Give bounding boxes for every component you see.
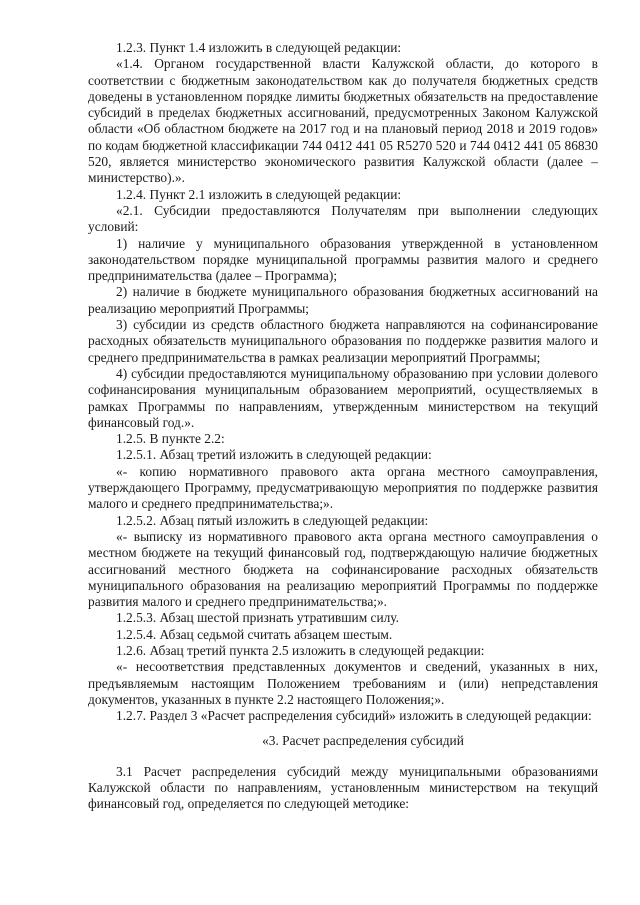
paragraph-1-2-6: 1.2.6. Абзац третий пункта 2.5 изложить в следующей редакции:	[116, 642, 485, 658]
document-page	[88, 40, 598, 813]
paragraph-1-2-6-text: «- несоответствия представленных документов и сведений, указанных в них, предъявляемым настоящим Положением требованиям и (или) непредставления документов, указанных в пункте 2.2 настоящего Положения;».	[88, 659, 598, 707]
condition-1: 1) наличие у муниципального образования утвержденной в установленном законодательством порядке муниципальной программы развития малого и среднего предпринимательства (далее – Программа);	[88, 235, 598, 284]
paragraph-1-2-3: 1.2.3. Пункт 1.4 изложить в следующей редакции:	[116, 40, 402, 55]
paragraph-1-4-text: «1.4. Органом государственной власти Калужской области, до которого в соответствии с бюджетным законодательством как до получателя бюджетных средств доведены в установленном порядке лимиты бюджетных обязательств на предоставление субсидий в пределах бюджетных ассигнований, предусмотренных Законом Калужской области «Об областном бюджете на 2017 год и на плановый период 2018 и 2019 годов» по кодам бюджетной классификации 744 0412 441 05 R5270 520 и 744 0412 441 05 86830 520, является министерство экономического развития Калужской области (далее – министерство).».	[88, 56, 598, 186]
section-heading: «3. Расчет распределения субсидий	[262, 733, 464, 749]
paragraph-1-2-5-4: 1.2.5.4. Абзац седьмой считать абзацем шестым.	[116, 626, 393, 642]
paragraph-3-1: 3.1 Расчет распределения субсидий между муниципальными образованиями Калужской области по направлениям, установленным министерством на текущий финансовый год, определяется по следующей методике:	[88, 763, 598, 812]
paragraph-1-2-5: 1.2.5. В пункте 2.2:	[116, 431, 225, 447]
paragraph-2-1-text: «2.1. Субсидии предоставляются Получателям при выполнении следующих условий:	[88, 202, 598, 235]
paragraph-1-2-7: 1.2.7. Раздел 3 «Расчет распределения субсидий» изложить в следующей редакции:	[116, 708, 592, 724]
paragraph-1-2-5-2-text: «- выписку из нормативного правового акта органа местного самоуправления о местном бюджете на текущий финансовый год, подтверждающую наличие бюджетных ассигнований местного бюджета на софинансирование расходных обязательств муниципального образования на реализацию мероприятий Программы по поддержке развития малого и среднего предпринимательства;».	[88, 528, 598, 610]
paragraph-1-2-5-1: 1.2.5.1. Абзац третий изложить в следующей редакции:	[116, 447, 432, 463]
paragraph-1-2-5-2: 1.2.5.2. Абзац пятый изложить в следующей редакции:	[116, 512, 429, 528]
condition-2: 2) наличие в бюджете муниципального образования бюджетных ассигнований на реализацию мероприятий Программы;	[88, 284, 598, 316]
paragraph-1-2-5-1-text: «- копию нормативного правового акта органа местного самоуправления, утверждающего Программу, предусматривающую мероприятия по поддержке развития малого и среднего предпринимательства;».	[88, 463, 598, 512]
paragraph-1-2-4: 1.2.4. Пункт 2.1 изложить в следующей редакции:	[116, 186, 402, 202]
condition-4: 4) субсидии предоставляются муниципальному образованию при условии долевого софинансирования муниципальным образованием мероприятий, осуществляемых в рамках Программы по направлениям, утвержденным министерством на текущий финансовый год.».	[88, 365, 598, 430]
condition-3: 3) субсидии из средств областного бюджета направляются на софинансирование расходных обязательств муниципального образования по поддержке развития малого и среднего предпринимательства в рамках реализации мероприятий Программы;	[88, 317, 598, 365]
paragraph-1-2-5-3: 1.2.5.3. Абзац шестой признать утратившим силу.	[116, 610, 400, 626]
